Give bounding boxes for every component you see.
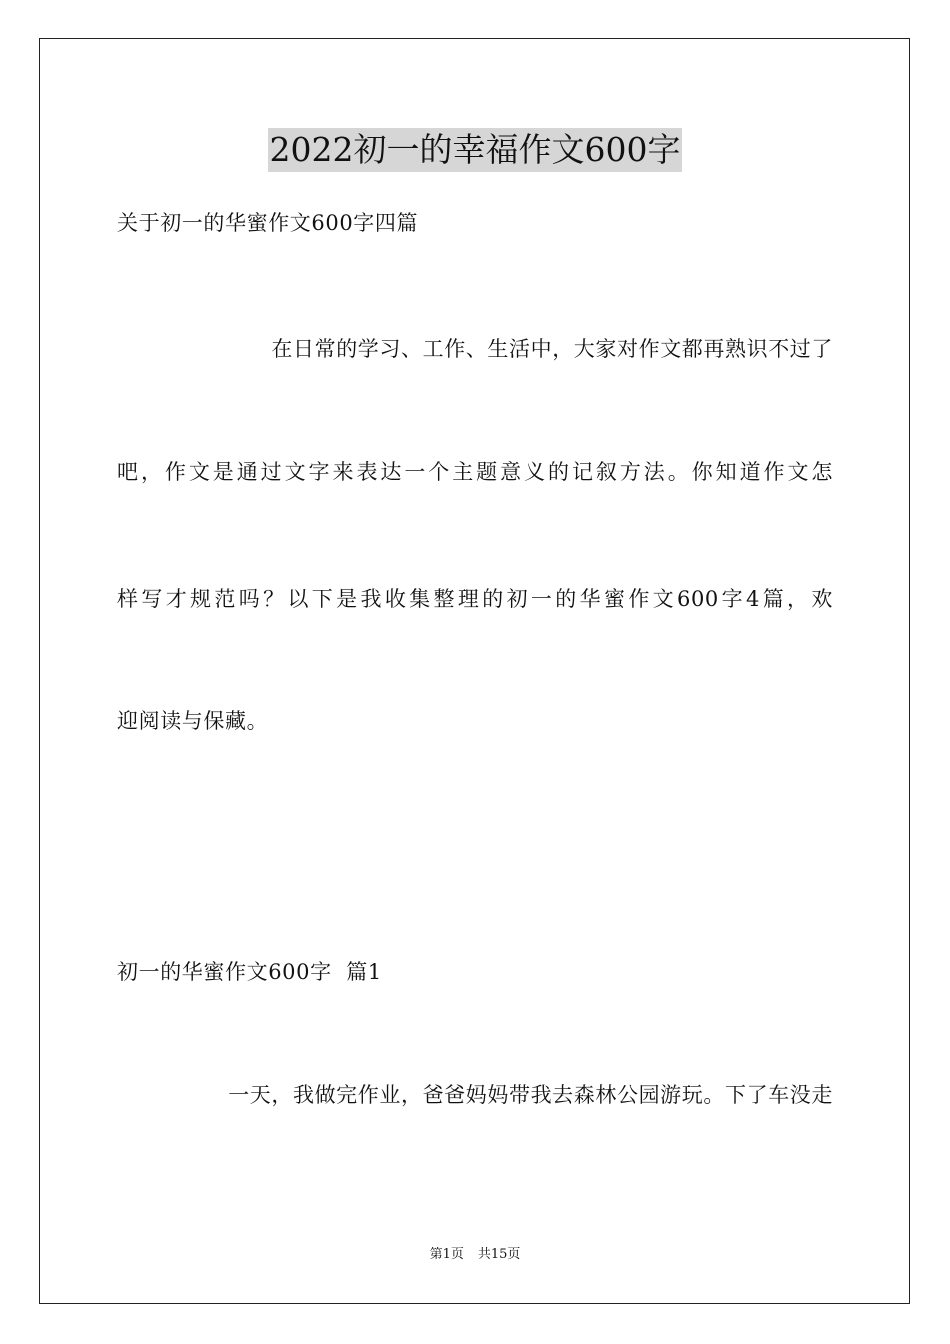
body-line-1: 一天，我做完作业，爸爸妈妈带我去森林公园游玩。下了车没走 [228,1083,833,1107]
intro-line-4: 迎阅读与保藏。 [117,709,269,733]
intro-line-1: 在日常的学习、工作、生活中，大家对作文都再熟识不过了 [271,337,833,361]
intro-line-2: 吧，作文是通过文字来表达一个主题意义的记叙方法。你知道作文怎 [117,460,833,484]
intro-line-3: 样写才规范吗？以下是我收集整理的初一的华蜜作文600字4篇，欢 [117,587,833,611]
title-container [0,128,950,172]
section-heading: 初一的华蜜作文600字 篇1 [117,960,382,984]
page-footer [0,1246,950,1264]
document-title: 2022初一的幸福作文600字 [268,128,683,172]
total-pages: 共15页 [477,1247,521,1262]
page-number: 第1页 [429,1247,464,1262]
document-subtitle: 关于初一的华蜜作文600字四篇 [117,211,419,235]
